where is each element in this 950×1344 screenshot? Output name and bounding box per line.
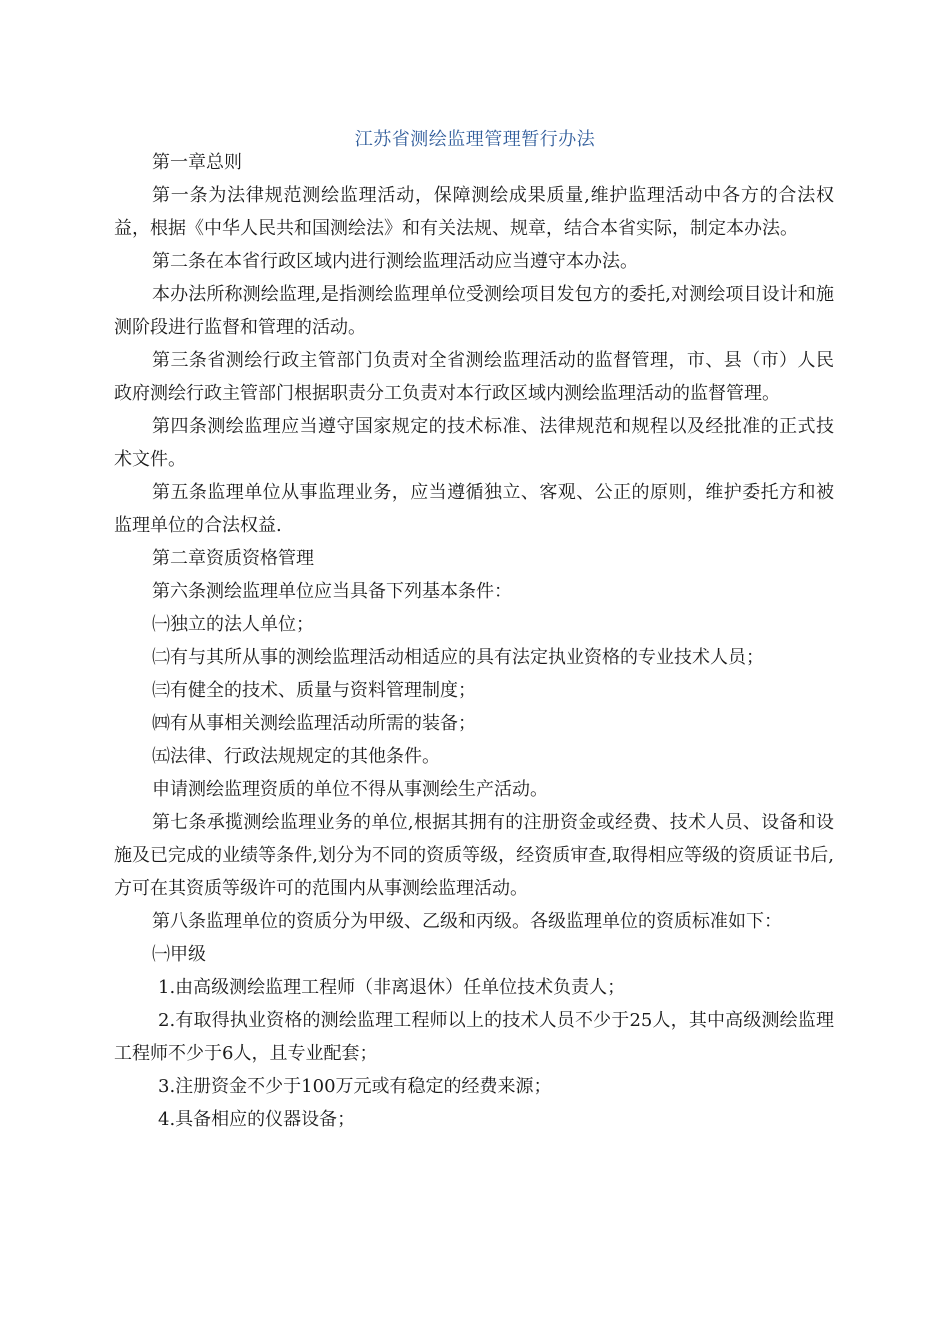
enumerated-item: ㈤法律、行政法规规定的其他条件。 — [152, 746, 440, 767]
article-paragraph: 第六条测绘监理单位应当具备下列基本条件： — [152, 581, 512, 602]
numbered-item: 3.注册资金不少于100万元或有稳定的经费来源； — [158, 1076, 552, 1097]
enumerated-item: ㈠独立的法人单位； — [152, 614, 314, 635]
enumerated-item: ㈢有健全的技术、质量与资料管理制度； — [152, 680, 476, 701]
grade-heading: ㈠甲级 — [152, 944, 206, 965]
numbered-item: 2.有取得执业资格的测绘监理工程师以上的技术人员不少于25人，其中高级测绘监理工程师不少于6人，且专业配套； — [114, 1010, 834, 1064]
article-paragraph: 第七条承揽测绘监理业务的单位,根据其拥有的注册资金或经费、技术人员、设备和设施及已完成的业绩等条件,划分为不同的资质等级，经资质审查,取得相应等级的资质证书后,方可在其资质等级许可的范围内从事测绘监理活动。 — [114, 812, 834, 899]
enumerated-item: ㈣有从事相关测绘监理活动所需的装备； — [152, 713, 476, 734]
article-paragraph: 第五条监理单位从事监理业务，应当遵循独立、客观、公正的原则，维护委托方和被监理单位的合法权益. — [114, 482, 834, 536]
chapter-heading: 第一章总则 — [152, 152, 242, 173]
chapter-heading: 第二章资质资格管理 — [152, 548, 314, 569]
numbered-item: 1.由高级测绘监理工程师（非离退休）任单位技术负责人； — [158, 977, 626, 998]
article-paragraph: 第八条监理单位的资质分为甲级、乙级和丙级。各级监理单位的资质标准如下： — [152, 911, 782, 932]
article-paragraph: 第二条在本省行政区域内进行测绘监理活动应当遵守本办法。 — [152, 251, 638, 272]
article-paragraph: 申请测绘监理资质的单位不得从事测绘生产活动。 — [152, 779, 548, 800]
document-body — [114, 146, 834, 1136]
article-paragraph: 第一条为法律规范测绘监理活动，保障测绘成果质量,维护监理活动中各方的合法权益，根据《中华人民共和国测绘法》和有关法规、规章，结合本省实际，制定本办法。 — [114, 185, 834, 239]
enumerated-item: ㈡有与其所从事的测绘监理活动相适应的具有法定执业资格的专业技术人员； — [152, 647, 764, 668]
document-title: 江苏省测绘监理管理暂行办法 — [354, 129, 596, 150]
article-paragraph: 第三条省测绘行政主管部门负责对全省测绘监理活动的监督管理，市、县（市）人民政府测绘行政主管部门根据职责分工负责对本行政区域内测绘监理活动的监督管理。 — [114, 350, 834, 404]
article-paragraph: 本办法所称测绘监理,是指测绘监理单位受测绘项目发包方的委托,对测绘项目设计和施测阶段进行监督和管理的活动。 — [114, 284, 834, 338]
numbered-item: 4.具备相应的仪器设备； — [158, 1109, 356, 1130]
article-paragraph: 第四条测绘监理应当遵守国家规定的技术标准、法律规范和规程以及经批准的正式技术文件。 — [114, 416, 834, 470]
